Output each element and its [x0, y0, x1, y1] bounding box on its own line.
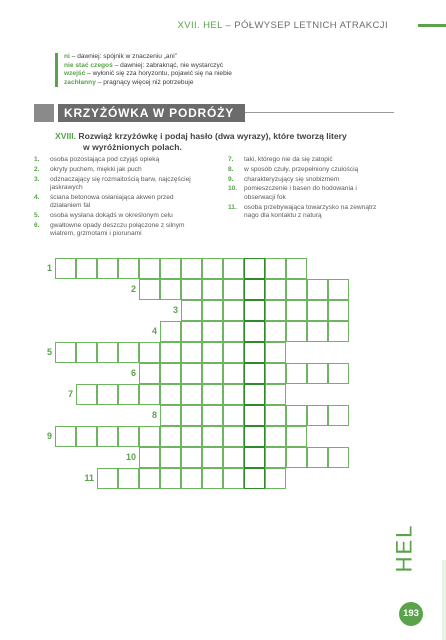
crossword-cell[interactable] [139, 447, 160, 468]
crossword-key-cell[interactable] [244, 321, 265, 342]
crossword-cell[interactable] [286, 405, 307, 426]
crossword-cell[interactable] [139, 468, 160, 489]
crossword-cell[interactable] [202, 447, 223, 468]
crossword-cell[interactable] [160, 384, 181, 405]
clue-text: gwałtowne opady deszczu połączone z silnym wiatrem, grzmotami i piorunami [50, 221, 185, 238]
crossword-row-number: 7 [67, 389, 73, 399]
glossary-box [55, 53, 354, 87]
crossword-row-number: 2 [130, 284, 136, 294]
crossword-cell[interactable] [328, 300, 349, 321]
crossword-cell[interactable] [286, 300, 307, 321]
glossary-term: nie stać czegoś [64, 61, 113, 69]
glossary-definition: – pragnący więcej niż potrzebuje [95, 78, 194, 86]
glossary-term: zachłanny [64, 78, 96, 86]
crossword-key-cell[interactable] [244, 447, 265, 468]
glossary-term: wzejść [64, 70, 86, 78]
chapter-header [178, 20, 389, 31]
crossword-cell[interactable] [223, 405, 244, 426]
crossword-cell[interactable] [265, 426, 286, 447]
clue-item [228, 166, 383, 174]
side-label-text: HEL [391, 523, 417, 573]
glossary-definition: – dawniej: spójnik w znaczeniu „ani” [69, 53, 177, 60]
crossword-cell[interactable] [286, 258, 307, 279]
crossword-cell[interactable] [181, 405, 202, 426]
clues-left-column [34, 156, 199, 240]
crossword-cell[interactable] [202, 405, 223, 426]
clue-item [34, 212, 199, 220]
crossword-cell[interactable] [139, 258, 160, 279]
glossary-entry [64, 62, 354, 71]
clue-item [228, 156, 383, 164]
clue-item [228, 176, 383, 184]
clue-number: 8. [228, 165, 234, 173]
crossword-cell[interactable] [76, 426, 97, 447]
crossword-cell[interactable] [97, 468, 118, 489]
clue-text: w sposób czuły, przepełniony czułością [244, 165, 359, 173]
crossword-cell[interactable] [223, 447, 244, 468]
clue-item [34, 166, 199, 174]
crossword-cell[interactable] [223, 363, 244, 384]
clue-number: 11. [228, 203, 237, 211]
clue-item [228, 185, 383, 202]
crossword-cell[interactable] [97, 384, 118, 405]
crossword-cell[interactable] [139, 342, 160, 363]
crossword-cell[interactable] [286, 426, 307, 447]
crossword-cell[interactable] [118, 258, 139, 279]
clue-number: 3. [34, 175, 40, 183]
clue-text: odznaczający się rozmaitością barw, najczęściej jaskrawych [50, 175, 191, 191]
crossword-key-cell[interactable] [244, 342, 265, 363]
crossword-cell[interactable] [328, 363, 349, 384]
crossword-cell[interactable] [181, 321, 202, 342]
crossword-row-number: 10 [125, 452, 136, 462]
crossword-cell[interactable] [202, 426, 223, 447]
crossword-cell[interactable] [76, 384, 97, 405]
crossword-cell[interactable] [160, 279, 181, 300]
crossword-cell[interactable] [55, 426, 76, 447]
crossword-cell[interactable] [160, 468, 181, 489]
crossword-cell[interactable] [202, 279, 223, 300]
crossword-cell[interactable] [265, 363, 286, 384]
crossword-row-number: 1 [46, 263, 52, 273]
crossword-row-number: 8 [151, 410, 157, 420]
crossword-cell[interactable] [286, 447, 307, 468]
clue-number: 5. [34, 212, 40, 219]
crossword-cell[interactable] [76, 258, 97, 279]
crossword-cell[interactable] [160, 342, 181, 363]
chapter-number: XVII. HEL [177, 20, 223, 31]
crossword-cell[interactable] [160, 447, 181, 468]
clue-item [34, 176, 199, 193]
crossword-cell[interactable] [307, 447, 328, 468]
crossword-cell[interactable] [223, 321, 244, 342]
crossword-row-number: 6 [130, 368, 136, 378]
crossword-cell[interactable] [202, 321, 223, 342]
crossword-cell[interactable] [160, 363, 181, 384]
crossword-cell[interactable] [181, 426, 202, 447]
crossword-row-number: 11 [84, 473, 94, 483]
crossword-key-cell[interactable] [244, 258, 265, 279]
glossary-term: ni [64, 53, 70, 60]
crossword-cell[interactable] [307, 321, 328, 342]
clue-number: 2. [34, 165, 40, 173]
crossword-cell[interactable] [202, 258, 223, 279]
clue-number: 6. [34, 221, 40, 229]
side-label [386, 525, 436, 585]
crossword-cell[interactable] [265, 300, 286, 321]
clue-item [228, 204, 383, 221]
glossary-entry [64, 79, 354, 88]
glossary-definition: – wyłonić się zza horyzontu, pojawić się na niebie [85, 70, 232, 78]
crossword-cell[interactable] [55, 342, 76, 363]
crossword-cell[interactable] [286, 363, 307, 384]
clue-number: 9. [228, 175, 234, 183]
glossary-definition: – dawniej: zabraknąć, nie wystarczyć [112, 61, 224, 69]
crossword-cell[interactable] [202, 468, 223, 489]
task-number: XVIII. [55, 131, 77, 141]
crossword-key-cell[interactable] [244, 300, 265, 321]
clue-text: okryty puchem, miękki jak puch [50, 165, 142, 173]
crossword-cell[interactable] [265, 447, 286, 468]
crossword-cell[interactable] [307, 363, 328, 384]
crossword-cell[interactable] [160, 321, 181, 342]
clue-text: charakteryzujący się snobizmem [244, 175, 340, 183]
crossword-cell[interactable] [97, 426, 118, 447]
crossword-cell[interactable] [328, 447, 349, 468]
crossword-row-number: 3 [172, 305, 178, 315]
crossword-cell[interactable] [118, 384, 139, 405]
clue-text: taki, którego nie da się zatopić [244, 156, 333, 163]
crossword-cell[interactable] [139, 363, 160, 384]
crossword-cell[interactable] [181, 342, 202, 363]
crossword-cell[interactable] [328, 279, 349, 300]
crossword-cell[interactable] [223, 279, 244, 300]
crossword-cell[interactable] [307, 300, 328, 321]
clue-text: osoba wysłana dokądś w określonym celu [50, 212, 173, 219]
crossword-key-cell[interactable] [244, 426, 265, 447]
task-text-line2: w wyróżnionych polach. [83, 142, 182, 152]
crossword-cell[interactable] [307, 279, 328, 300]
crossword-cell[interactable] [181, 279, 202, 300]
crossword-cell[interactable] [265, 342, 286, 363]
clue-text: pomieszczenie i basen do hodowania i obserwacji fok [244, 185, 357, 201]
clue-number: 7. [228, 156, 234, 163]
crossword-row-number: 9 [46, 431, 52, 441]
glossary-entry [64, 53, 354, 62]
banner-square [34, 104, 54, 122]
crossword-key-cell[interactable] [244, 468, 265, 489]
section-banner [34, 104, 394, 122]
clue-text: osoba pozostająca pod czyjąś opieką [50, 156, 160, 163]
clue-text: ściana betonowa osłaniająca akwen przed działaniem fal [50, 193, 174, 210]
crossword-cell[interactable] [181, 258, 202, 279]
page-edge-strip [442, 560, 446, 640]
crossword-cell[interactable] [160, 405, 181, 426]
clues-right-column [228, 156, 383, 222]
crossword-cell[interactable] [223, 258, 244, 279]
crossword-key-cell[interactable] [244, 384, 265, 405]
crossword-cell[interactable] [118, 426, 139, 447]
crossword-cell[interactable] [265, 279, 286, 300]
crossword-cell[interactable] [97, 258, 118, 279]
crossword-key-cell[interactable] [244, 279, 265, 300]
banner-band [58, 104, 245, 122]
crossword-cell[interactable] [328, 405, 349, 426]
crossword-key-cell[interactable] [244, 363, 265, 384]
crossword-cell[interactable] [181, 384, 202, 405]
clue-number: 10. [228, 185, 238, 193]
crossword-cell[interactable] [118, 342, 139, 363]
section-title: KRZYŻÓWKA W PODRÓŻY [64, 106, 235, 120]
crossword-row-number: 4 [151, 326, 157, 336]
crossword-cell[interactable] [181, 300, 202, 321]
crossword-cell[interactable] [328, 321, 349, 342]
crossword-cell[interactable] [97, 342, 118, 363]
crossword-cell[interactable] [181, 447, 202, 468]
crossword-cell[interactable] [55, 258, 76, 279]
crossword-cell[interactable] [223, 384, 244, 405]
clue-item [34, 222, 199, 239]
crossword-cell[interactable] [181, 468, 202, 489]
crossword-cell[interactable] [265, 258, 286, 279]
task-instruction [55, 131, 385, 153]
crossword-cell[interactable] [160, 258, 181, 279]
crossword-cell[interactable] [265, 384, 286, 405]
chapter-subtitle: – PÓŁWYSEP LETNICH ATRAKCJI [222, 20, 388, 31]
crossword-cell[interactable] [76, 342, 97, 363]
crossword-cell[interactable] [202, 300, 223, 321]
crossword-cell[interactable] [139, 426, 160, 447]
crossword-cell[interactable] [265, 405, 286, 426]
glossary-entry [64, 70, 354, 79]
crossword-cell[interactable] [202, 384, 223, 405]
crossword-cell[interactable] [202, 342, 223, 363]
crossword-cell[interactable] [265, 468, 286, 489]
crossword-key-cell[interactable] [244, 405, 265, 426]
crossword-cell[interactable] [223, 426, 244, 447]
crossword-cell[interactable] [286, 279, 307, 300]
crossword-cell[interactable] [160, 426, 181, 447]
crossword-row-number: 5 [46, 347, 52, 357]
clue-item [34, 194, 199, 211]
crossword-cell[interactable] [139, 384, 160, 405]
clue-number: 1. [34, 156, 40, 163]
crossword-cell[interactable] [286, 321, 307, 342]
crossword-cell[interactable] [223, 468, 244, 489]
clue-text: osoba przebywająca towarzysko na zewnątrz nago dla kontaktu z naturą [244, 203, 377, 219]
crossword-cell[interactable] [307, 405, 328, 426]
task-text-line1: Rozwiąż krzyżówkę i podaj hasło (dwa wyrazy), które tworzą litery [76, 131, 347, 141]
header-accent-bar [418, 24, 446, 27]
crossword-cell[interactable] [223, 300, 244, 321]
crossword-cell[interactable] [139, 279, 160, 300]
crossword-cell[interactable] [118, 468, 139, 489]
page-number-badge: 193 [399, 602, 423, 626]
crossword-cell[interactable] [265, 321, 286, 342]
crossword-cell[interactable] [223, 342, 244, 363]
banner-rule [245, 112, 394, 113]
crossword-cell[interactable] [202, 363, 223, 384]
clue-number: 4. [34, 193, 40, 201]
crossword-cell[interactable] [181, 363, 202, 384]
clue-item [34, 156, 199, 164]
